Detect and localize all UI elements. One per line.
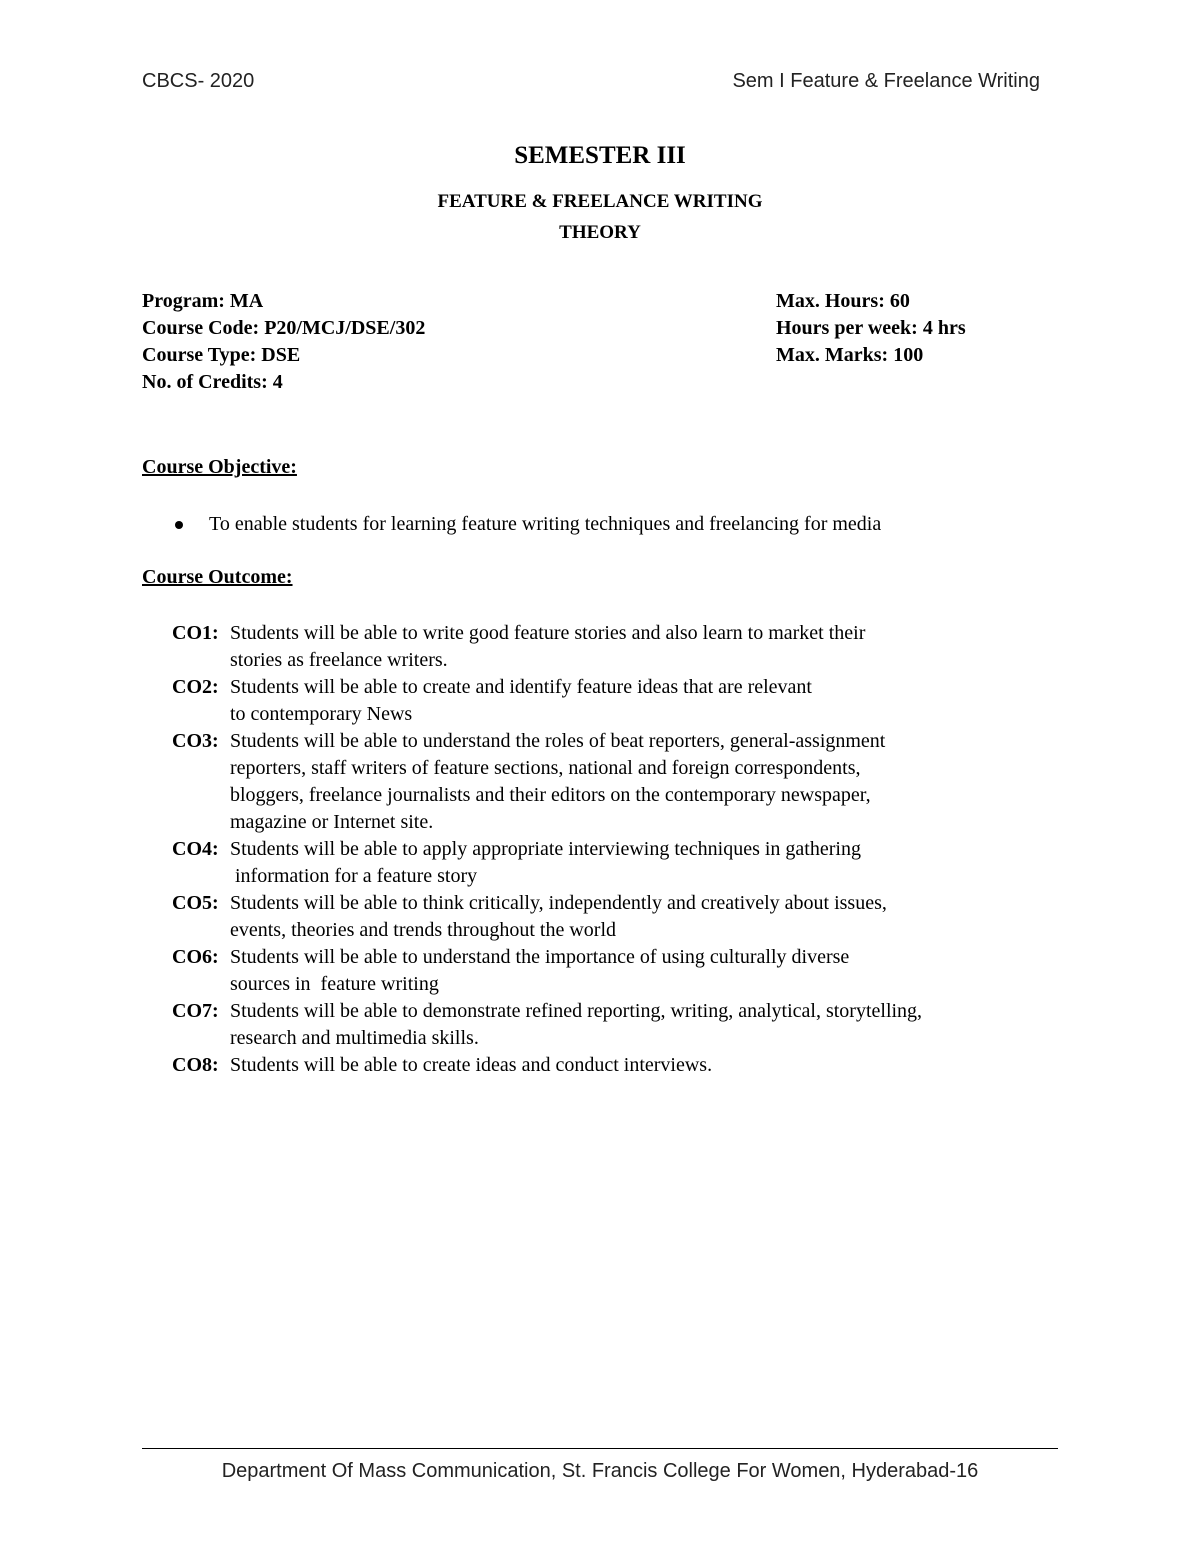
hours-per-week: Hours per week: 4 hrs bbox=[776, 317, 966, 339]
outcome-line: Students will be able to write good feature stories and also learn to market their bbox=[230, 622, 866, 644]
outcome-code: CO7: bbox=[172, 1000, 219, 1022]
outcome-line: events, theories and trends throughout the world bbox=[230, 919, 617, 941]
outcome-line: Students will be able to create and identify feature ideas that are relevant bbox=[230, 676, 812, 698]
outcome-code: CO6: bbox=[172, 946, 219, 968]
outcome-text bbox=[230, 944, 1052, 998]
course-meta bbox=[142, 288, 1042, 396]
outcome-item bbox=[172, 944, 1052, 998]
course-title: FEATURE & FREELANCE WRITING bbox=[437, 191, 763, 212]
outcome-item bbox=[172, 890, 1052, 944]
outcome-line: Students will be able to understand the roles of beat reporters, general-assignment bbox=[230, 730, 886, 752]
course-kind: THEORY bbox=[559, 222, 641, 243]
objective-bullet bbox=[175, 513, 881, 536]
course-code: Course Code: P20/MCJ/DSE/302 bbox=[142, 317, 426, 339]
outcome-item bbox=[172, 620, 1052, 674]
outcome-line: to contemporary News bbox=[230, 703, 413, 725]
outcome-line: stories as freelance writers. bbox=[230, 649, 448, 671]
outcome-item bbox=[172, 1052, 1052, 1079]
outcome-text bbox=[230, 998, 1052, 1052]
outcome-text bbox=[230, 620, 1052, 674]
footer-divider bbox=[142, 1448, 1058, 1449]
outcome-line: information for a feature story bbox=[230, 865, 478, 887]
outcome-line: Students will be able to demonstrate refined reporting, writing, analytical, storytelling, bbox=[230, 1000, 923, 1022]
outcome-text bbox=[230, 674, 1052, 728]
program: Program: MA bbox=[142, 290, 264, 312]
outcome-line: Students will be able to apply appropriate interviewing techniques in gathering bbox=[230, 838, 861, 860]
header-left: CBCS- 2020 bbox=[142, 70, 255, 92]
outcome-line: bloggers, freelance journalists and their editors on the contemporary newspaper, bbox=[230, 784, 871, 806]
outcome-heading: Course Outcome: bbox=[142, 566, 293, 588]
outcome-line: magazine or Internet site. bbox=[230, 811, 434, 833]
outcome-text bbox=[230, 728, 1052, 836]
outcome-item bbox=[172, 836, 1052, 890]
objective-heading: Course Objective: bbox=[142, 456, 297, 478]
outcome-list bbox=[172, 620, 1052, 1079]
outcome-code: CO1: bbox=[172, 622, 219, 644]
outcome-code: CO5: bbox=[172, 892, 219, 914]
outcome-text bbox=[230, 836, 1052, 890]
outcome-item bbox=[172, 998, 1052, 1052]
outcome-line: Students will be able to understand the importance of using culturally diverse bbox=[230, 946, 850, 968]
course-type: Course Type: DSE bbox=[142, 344, 301, 366]
header-right: Sem I Feature & Freelance Writing bbox=[732, 70, 1040, 92]
outcome-line: reporters, staff writers of feature sections, national and foreign correspondents, bbox=[230, 757, 861, 779]
max-hours: Max. Hours: 60 bbox=[776, 290, 910, 312]
objective-text: To enable students for learning feature writing techniques and freelancing for media bbox=[209, 513, 882, 535]
credits: No. of Credits: 4 bbox=[142, 371, 283, 393]
outcome-item bbox=[172, 674, 1052, 728]
outcome-code: CO2: bbox=[172, 676, 219, 698]
outcome-code: CO8: bbox=[172, 1054, 219, 1076]
page-title: SEMESTER III bbox=[514, 142, 686, 169]
outcome-text bbox=[230, 1052, 1052, 1079]
page-header bbox=[142, 70, 1040, 93]
max-marks: Max. Marks: 100 bbox=[776, 344, 924, 366]
page-footer: Department Of Mass Communication, St. Francis College For Women, Hyderabad-16 bbox=[221, 1460, 979, 1482]
outcome-line: research and multimedia skills. bbox=[230, 1027, 479, 1049]
outcome-line: sources in feature writing bbox=[230, 973, 439, 995]
outcome-item bbox=[172, 728, 1052, 836]
outcome-text bbox=[230, 890, 1052, 944]
bullet-icon bbox=[175, 521, 183, 529]
outcome-code: CO3: bbox=[172, 730, 219, 752]
outcome-line: Students will be able to think critically, independently and creatively about issues, bbox=[230, 892, 887, 914]
outcome-line: Students will be able to create ideas and conduct interviews. bbox=[230, 1054, 713, 1076]
outcome-code: CO4: bbox=[172, 838, 219, 860]
